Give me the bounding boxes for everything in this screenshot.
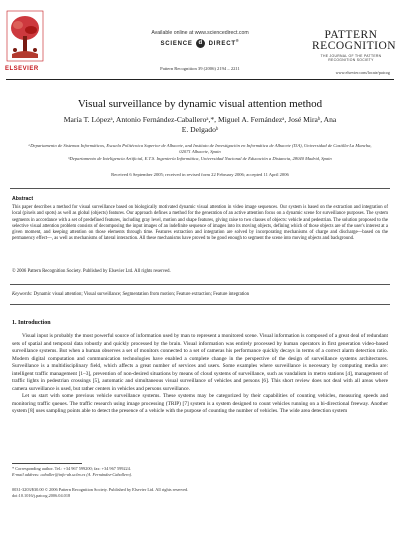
affiliations xyxy=(28,143,372,162)
introduction-body xyxy=(12,333,388,416)
received-dates: Received 6 September 2005; received in revised form 22 February 2006; accepted 11 April 2006 xyxy=(111,172,289,177)
keywords-values: Dynamic visual attention; Visual surveillance; Segmentation from motion; Feature extraction; Feature integration xyxy=(33,292,250,297)
issn-block xyxy=(12,487,388,499)
issn-line: 0031-3203/$30.00 © 2006 Pattern Recognition Society. Published by Elsevier Ltd. All rights reserved. xyxy=(12,487,189,492)
publisher-logo-text: ELSEVIER xyxy=(5,66,39,72)
article-title: Visual surveillance by dynamic visual attention method xyxy=(77,98,323,110)
keywords-divider xyxy=(10,284,390,285)
journal-subtitle: THE JOURNAL OF THE PATTERN RECOGNITION SOCIETY xyxy=(320,54,382,62)
email-note: E-mail address: caballer@info-ab.uclm.es (A. Fernández-Caballero). xyxy=(12,472,133,477)
paragraph: Visual input is probably the most powerful source of information used by man to represent a monitored scene. Visual information is composed of a great deal of redundant sets of spatial and temporal data robustly and quickly processed by the brain. Visual information was entirely processed by human operators in first generation video-based surveillance systems. But when a human observes a set of monitors connected to a set of cameras his performance quickly decays in terms of a correct alarm detection ratio. Modern digital computation and communication technologies have enabled a complete change in the perspective of the design of surveillance systems architectures. Surveillance is a multidisciplinary field, which affects a great number of services and users. Some examples where surveillance is necessary by computing media are: intelligent traffic management [1–3], prevention of non-desired situations by means of cloud systems of surveillance, such as vandalism in metro stations [4], management of traffic lights in pedestrian crossings [5], automatic and simultaneous visual surveillance of vehicles and persons [6]. This short review does not deal with all areas where camera surveillance is used, but rather centers in vehicles and persons surveillance. xyxy=(12,333,388,392)
author-list: María T. Lópezᵃ, Antonio Fernández-Caballeroᵃ,*, Miguel A. Fernándezᵃ, José Miraᵇ, Ana E. Delgadoᵇ xyxy=(63,115,337,134)
journal-masthead xyxy=(312,29,397,75)
journal-title: PATTERN RECOGNITION xyxy=(312,29,397,52)
footnote-divider xyxy=(12,463,82,464)
affiliation-b: ᵇDepartamento de Inteligencia Artificial, E.T.S. Ingeniería Informática, Universidad Nacional de Educación a Distancia, 28040 Madrid, Spain xyxy=(68,155,332,161)
sciencedirect-right: DIRECT xyxy=(208,41,236,47)
paragraph: Let us start with some previous vehicle surveillance systems. These systems may be categorized by their capabilities of counting vehicles, measuring speeds and monitoring traffic queues. The traffic research using image processing (TRIP) [7] system is a system designed to count vehicles running on a bi-directional freeway. Another system [8] uses sampling points able to detect the presence of a vehicle with the purpose of counting the number of vehicles. The wide area detection system xyxy=(12,393,388,415)
footnotes xyxy=(12,466,388,478)
journal-header xyxy=(0,0,400,80)
journal-url[interactable]: www.elsevier.com/locate/patcog xyxy=(335,70,390,75)
abstract-top-divider xyxy=(10,188,390,189)
doi-line[interactable]: doi:10.1016/j.patcog.2006.04.018 xyxy=(12,493,71,498)
sciencedirect-logo xyxy=(140,38,260,48)
elsevier-tree-logo xyxy=(6,10,44,62)
affiliation-a: ᵃDepartamento de Sistemas Informáticos, Escuela Politécnica Superior de Albacete, and Instituto de Investigación en Informática de Albacete (I3A), Universidad de Castilla-La Mancha, 02071 Albacete, Spain xyxy=(28,143,372,155)
sciencedirect-trademark: ® xyxy=(235,38,240,43)
keywords-label: Keywords: xyxy=(12,292,33,297)
keywords-line xyxy=(12,292,249,297)
corresponding-author-note: * Corresponding author. Tel.: +34 967 599200; fax: +34 967 599224. xyxy=(12,466,131,471)
copyright-line: © 2006 Pattern Recognition Society. Published by Elsevier Ltd. All rights reserved. xyxy=(12,269,171,274)
abstract-heading: Abstract xyxy=(12,196,34,202)
keywords-bottom-divider xyxy=(10,304,390,305)
sciencedirect-at-icon: d xyxy=(196,39,205,48)
journal-citation: Pattern Recognition 39 (2006) 2194 – 2211 xyxy=(160,66,240,71)
abstract-text: This paper describes a method for visual surveillance based on biologically motivated dynamic visual attention in video image sequences. Our system is based on the extraction and integration of local (pixels and spots) as well as global (objects) features. Our approach defines a method for the generation of an active attention focus on a dynamic scene for surveillance purposes. The system segments in accordance with a set of predefined features, including gray level, motion and shape features, giving raise to two classes of objects: vehicle and pedestrian. The solution proposed to the selective visual attention problem consists of decomposing the input images of an indefinite sequence of images into its moving objects, defining which of those objects are of the user's interest at a given moment, and keeping attention on those elements through time. Features extraction and integration are solved by incorporating mechanisms of charge and discharge—based on the permanency effect—, as well as mechanisms of lateral interaction. All these mechanisms have proved to be good enough to segment the scene into moving objects and background. xyxy=(12,205,388,242)
availability-line: Available online at www.sciencedirect.com xyxy=(151,30,249,36)
sciencedirect-left: SCIENCE xyxy=(160,41,193,47)
section-heading-introduction: 1. Introduction xyxy=(12,320,51,326)
header-divider xyxy=(6,79,394,80)
